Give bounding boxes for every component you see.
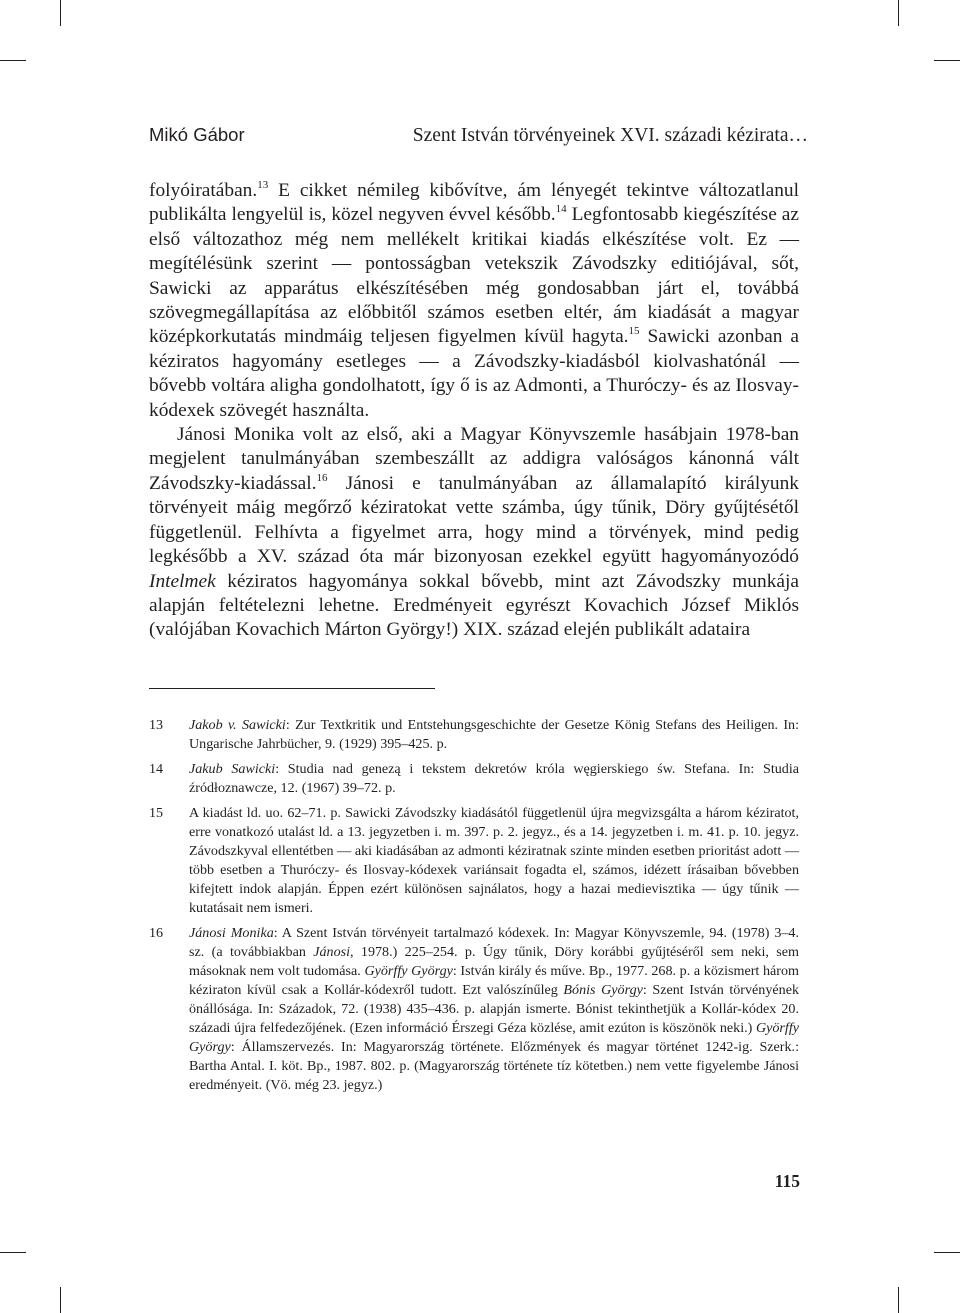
text-run: : István király és műve. Bp., 1977. 268. p. a közismert három kéziraton kívül csak a Kollár-kódexről tudott. Ezt valószínűleg [189, 963, 799, 998]
footnote-14 [149, 760, 799, 798]
running-head [149, 123, 808, 148]
text-run: : Államszervezés. In: Magyarország története. Előzmények és magyar történet 1242-ig. Szerk.: Bartha Antal. I. köt. Bp., 1987. 802. p. (Magyarország története tíz kötetben.) nem vette figyelembe Jánosi eredményeit. (Vö. még 23. jegyz.) [189, 1039, 799, 1093]
running-head-author: Mikó Gábor [149, 124, 245, 145]
footnote-ref-15[interactable]: 15 [628, 325, 640, 338]
footnote-ref-13[interactable]: 13 [257, 179, 269, 191]
footnote-ref-14[interactable]: 14 [555, 203, 567, 216]
author-name: Györffy György [189, 1020, 799, 1055]
text-run: folyóiratában. [149, 180, 258, 201]
crop-mark [898, 1287, 899, 1313]
text-run: kéziratos hagyománya sokkal bővebb, mint azt Závodszky munkája alapján feltételezni lehetne. Eredményeit egyrészt Kovachich József Miklós (valójában Kovachich Márton György!) XIX. század elején publikált adataira [149, 570, 799, 641]
footnote-number: 14 [149, 761, 164, 777]
paragraph [149, 179, 799, 423]
footnote-number: 16 [149, 925, 164, 941]
text-run: Sawicki azonban a kéziratos hagyomány esetleges — a Závodszky-kiadásból kiolvashatónál — bővebb voltára aligha gondolhatott, így ő is az Admonti, a Thuróczy- és az Ilosvay-kódexek szövegét használta. [149, 326, 799, 421]
italic-title: Intelmek [149, 570, 216, 592]
crop-mark [60, 1287, 61, 1313]
text-run: : Studia nad genezą i tekstem dekretów króla węgierskiego św. Stefana. In: Studia źródłoznawcze, 12. (1967) 39–72. p. [189, 761, 799, 796]
text-run: E cikket némileg kibővítve, ám lényegét tekintve változatlanul publikálta lengyelül is, közel negyven évvel később. [149, 180, 799, 226]
footnotes [149, 716, 799, 1101]
footnote-text [189, 760, 799, 798]
footnote-text [189, 924, 799, 1095]
text-run: Jánosi e tanulmányában az államalapító királyunk törvényeit máig megőrző kéziratokat vette számba, úgy tűnik, Döry gyűjtésétől függetlenül. Felhívta a figyelmet arra, hogy mind a törvények, mind pedig legkésőbb a XV. század óta már bizonyosan ezekkel együtt hagyományozódó [149, 472, 799, 568]
text-run: : A Szent István törvényeit tartalmazó kódexek. In: Magyar Könyvszemle, 94. (1978) 3–4. sz. (a továbbiakban [189, 925, 799, 960]
footnote-text: A kiadást ld. uo. 62–71. p. Sawicki Závodszky kiadásától függetlenül újra megvizsgálta a három kéziratot, erre vonatkozó utalást ld. a 13. jegyzetben i. m. 397. p. 2. jegyz., és a 14. jegyzetben i. m. 41. p. 10. jegyz. Závodszkyval ellentétben — aki kiadásában az admonti kéziratnak szinte minden esetben prioritást adott — több esetben a Thuróczy- és Ilosvay-kódexek variánsait fogadta el, számos, idézett írásaiban bővebben kifejtett indok alapján. Éppen ezért különösen sajnálatos, hogy a hazai medievisztika — úgy tűnik — kutatásait nem ismeri. [189, 805, 799, 916]
page-number: 115 [774, 1171, 800, 1191]
author-name: Bónis György [563, 982, 643, 998]
author-name: Jánosi [313, 944, 351, 960]
paragraph [149, 423, 799, 643]
footnote-ref-16[interactable]: 16 [316, 471, 328, 484]
footnote-separator [149, 688, 435, 689]
crop-mark [934, 1252, 960, 1253]
footnote-16 [149, 924, 799, 1095]
crop-mark [0, 1252, 26, 1253]
footnote-number: 15 [149, 805, 164, 821]
author-name: Jánosi Monika [189, 925, 274, 941]
text-run: Legfontosabb kiegészítése az első változathoz még nem mellékelt kritikai kiadás elkészítése volt. Ez — megítélésünk szerint — pontosságban vetekszik Závodszky editiójával, sőt, Sawicki az apparátus elkészítésében még gondosabban járt el, továbbá szövegmegállapítása az előbbitől számos esetben eltér, ám kiadását a magyar középkorkutatás mindmáig teljesen figyelmen kívül hagyta. [149, 204, 799, 348]
crop-mark [898, 0, 899, 26]
text-run: Jánosi Monika volt az első, aki a Magyar Könyvszemle hasábjain 1978-ban megjelent tanulmányában szembeszállt az addigra valóságos kánonná vált Závodszky-kiadással. [149, 424, 799, 494]
author-name: Jakob v. Sawicki [189, 717, 286, 733]
crop-mark [60, 0, 61, 26]
author-name: Györffy György [364, 963, 453, 979]
footnote-text [189, 716, 799, 754]
text-run: , 1978.) 225–254. p. Úgy tűnik, Döry korábbi gyűjtéséről sem neki, sem másoknak nem volt tudomása. [189, 944, 799, 979]
footnote-15 [149, 804, 799, 918]
running-head-title: Szent István törvényeinek XVI. századi kézirata… [412, 125, 808, 146]
footnote-13 [149, 716, 799, 754]
footnote-number: 13 [149, 717, 164, 733]
author-name: Jakub Sawicki [189, 761, 276, 777]
text-run: : Zur Textkritik und Entstehungsgeschichte der Gesetze König Stefans des Heiligen. In: Ungarische Jahrbücher, 9. (1929) 395–425. p. [189, 717, 799, 752]
crop-mark [0, 60, 26, 61]
crop-mark [934, 60, 960, 61]
body-text [149, 179, 799, 643]
text-run: : Szent István törvényének önállósága. In: Századok, 72. (1938) 435–436. p. alapján ismerte. Bónist tekinthetjük a Kollár-kódex 20. századi újra felfedezőjének. (Ezen információ Érszegi Géza közlése, amit ezúton is köszönök neki.) [189, 982, 799, 1036]
